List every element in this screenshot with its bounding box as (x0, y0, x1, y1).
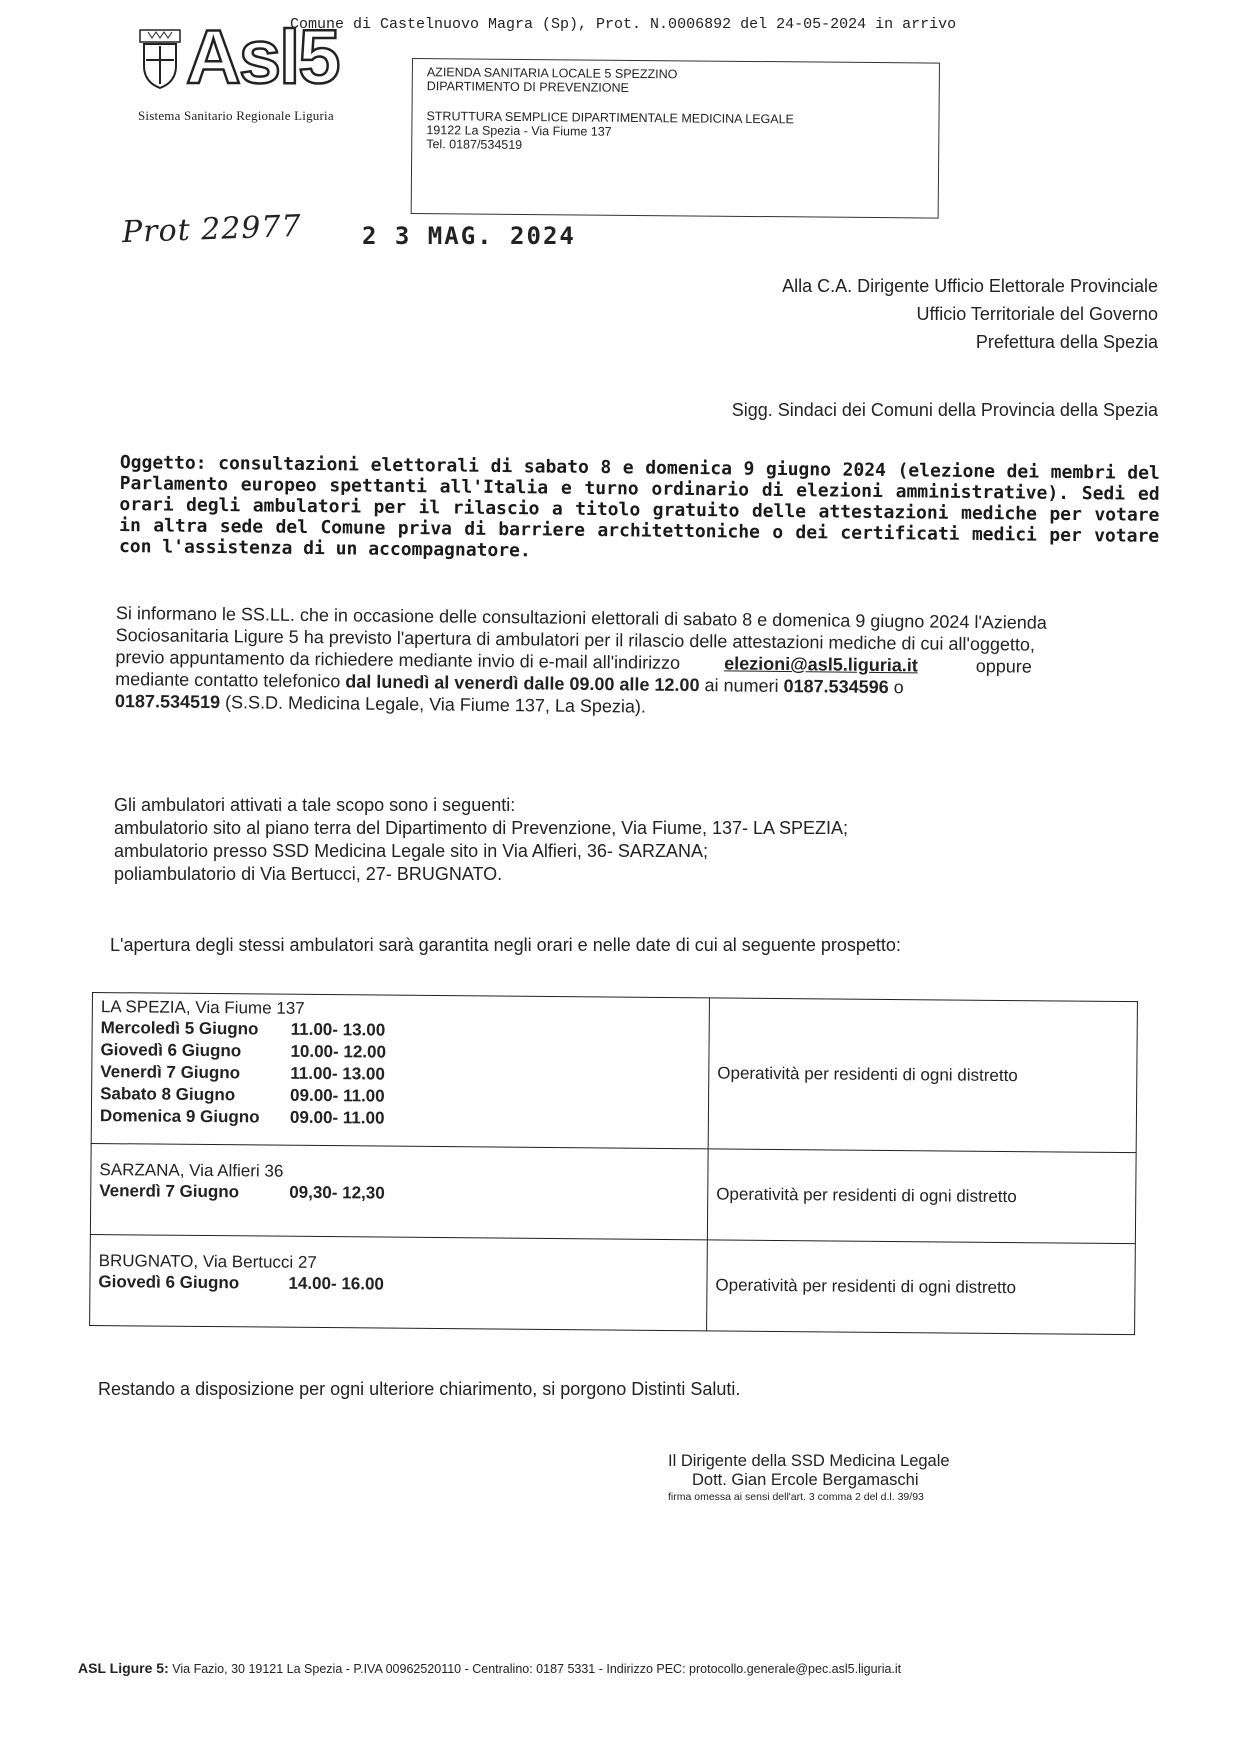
recipient-line-1: Alla C.A. Dirigente Ufficio Elettorale Provinciale (782, 276, 1158, 296)
footer-address: Via Fazio, 30 19121 La Spezia - P.IVA 00962520110 - Centralino: 0187 5331 - Indirizzo PEC: protocollo.generale@pec.asl5.liguria.it (172, 1662, 902, 1676)
info-line-1: Si informano le SS.LL. che in occasione delle consultazioni elettorali di sabato 8 e domenica 9 giugno 2024 l'Azienda (115, 602, 1047, 633)
slot-day: Domenica 9 Giugno (99, 1106, 260, 1127)
clinic-list-item: ambulatorio sito al piano terra del Dipartimento di Prevenzione, Via Fiume, 137- LA SPEZIA; (114, 818, 849, 838)
signature-note: firma omessa ai sensi dell'art. 3 comma 2 del d.l. 39/93 (668, 1491, 924, 1503)
time-slot (99, 1180, 699, 1207)
email-link[interactable]: elezioni@asl5.liguria.it (724, 653, 918, 676)
clinic-list-intro: Gli ambulatori attivati a tale scopo sono i seguenti: (114, 795, 516, 815)
time-slot (100, 1105, 700, 1132)
clinic-list-item: ambulatorio presso SSD Medicina Legale sito in Via Alfieri, 36- SARZANA; (114, 841, 708, 861)
slot-day: Giovedì 6 Giugno (98, 1272, 240, 1293)
closing-line: Restando a disposizione per ogni ulteriore chiarimento, si porgono Distinti Saluti. (98, 1379, 741, 1399)
office-hours: dal lunedì al venerdì dalle 09.00 alle 12.00 (345, 671, 700, 696)
signature-block (668, 1452, 950, 1504)
time-slot (98, 1271, 698, 1298)
slot-hours: 09,30- 12,30 (289, 1182, 385, 1203)
info-line-4-numbers-label: ai numeri (704, 675, 779, 696)
slot-day: Venerdì 7 Giugno (100, 1062, 241, 1083)
slot-hours: 09.00- 11.00 (289, 1107, 385, 1128)
location-name: BRUGNATO, Via Bertucci 27 (98, 1251, 317, 1272)
schedule-table (89, 992, 1138, 1335)
info-line-5-text: (S.S.D. Medicina Legale, Via Fiume 137, La Spezia). (224, 692, 647, 717)
slot-hours: 14.00- 16.00 (288, 1273, 385, 1294)
signatory-title: Il Dirigente della SSD Medicina Legale (668, 1452, 950, 1470)
info-line-4-text: mediante contatto telefonico (115, 668, 341, 692)
protocol-stamp-line: Comune di Castelnuovo Magra (Sp), Prot. N.0006892 del 24-05-2024 in arrivo (290, 16, 957, 33)
header-line-3: STRUTTURA SEMPLICE DIPARTIMENTALE MEDICINA LEGALE (426, 109, 794, 127)
signatory-name: Dott. Gian Ercole Bergamaschi (692, 1471, 919, 1489)
schedule-location-cell (90, 1143, 708, 1239)
slot-hours: 09.00- 11.00 (290, 1085, 385, 1106)
schedule-note-cell: Operatività per residenti di ogni distretto (708, 998, 1137, 1153)
slot-day: Giovedì 6 Giugno (100, 1040, 242, 1061)
phone-number-2: 0187.534519 (114, 690, 221, 713)
info-line-4-or: o (893, 677, 904, 698)
location-name: SARZANA, Via Alfieri 36 (99, 1160, 284, 1181)
footer-org: ASL Ligure 5: (78, 1660, 169, 1676)
slot-hours: 11.00- 13.00 (290, 1019, 386, 1040)
recipient-line-2: Ufficio Territoriale del Governo (916, 304, 1158, 324)
info-line-2: Sociosanitaria Ligure 5 ha previsto l'apertura di ambulatori per il rilascio delle attestazioni mediche di cui all'oggetto, (115, 624, 1036, 655)
schedule-intro: L'apertura degli stessi ambulatori sarà garantita negli orari e nelle date di cui al seguente prospetto: (110, 935, 901, 955)
date-stamp: 2 3 MAG. 2024 (362, 222, 576, 250)
header-line-5: Tel. 0187/534519 (426, 137, 523, 152)
location-name: LA SPEZIA, Via Fiume 137 (100, 997, 305, 1018)
asl5-logo (138, 15, 388, 126)
subject-paragraph: Oggetto: consultazioni elettorali di sabato 8 e domenica 9 giugno 2024 (elezione dei membri del Parlamento europeo spettanti all'Italia e turno ordinario di elezioni amministrative). Sedi ed orari degli ambulatori per il rilascio a titolo gratuito delle attestazioni mediche per votare in altra sede del Comune priva di barriere architettoniche o dei certificati medici per votare con l'assistenza di un accompagnatore. (118, 452, 1160, 562)
info-paragraph (115, 602, 1158, 723)
page-footer (78, 1660, 901, 1676)
phone-number-1: 0187.534596 (783, 675, 889, 698)
handwritten-protocol-number: Prot 22977 (121, 208, 303, 251)
slot-day: Sabato 8 Giugno (100, 1084, 236, 1105)
recipient-line-4: Sigg. Sindaci dei Comuni della Provincia della Spezia (731, 400, 1158, 420)
table-row (91, 993, 1137, 1153)
slot-day: Venerdì 7 Giugno (99, 1181, 240, 1202)
schedule-location-cell (91, 993, 709, 1149)
recipient-line-3: Prefettura della Spezia (975, 332, 1158, 352)
header-line-4: 19122 La Spezia - Via Fiume 137 (426, 123, 612, 139)
header-line-2: DIPARTIMENTO DI PREVENZIONE (426, 79, 629, 95)
slot-hours: 10.00- 12.00 (290, 1041, 387, 1062)
clinic-list (114, 794, 848, 886)
schedule-note-cell: Operatività per residenti di ogni distretto (707, 1240, 1136, 1335)
slot-hours: 11.00- 13.00 (290, 1063, 385, 1084)
schedule-location-cell (90, 1234, 708, 1330)
header-address-box (411, 58, 940, 219)
logo-subtitle: Sistema Sanitario Regionale Liguria (138, 108, 334, 123)
info-line-3-end: oppure (975, 656, 1032, 677)
liguria-crest-icon (138, 28, 182, 92)
table-row (90, 1143, 1136, 1243)
slot-day: Mercoledì 5 Giugno (100, 1018, 259, 1039)
schedule-note-cell: Operatività per residenti di ogni distretto (707, 1149, 1136, 1244)
clinic-list-item: poliambulatorio di Via Bertucci, 27- BRUGNATO. (114, 864, 503, 884)
asl5-logo-text: Asl5 (186, 15, 339, 100)
table-row (90, 1234, 1136, 1334)
info-line-3-text: previo appuntamento da richiedere mediante invio di e-mail all'indirizzo (115, 646, 681, 673)
header-line-1: AZIENDA SANITARIA LOCALE 5 SPEZZINO (426, 65, 678, 82)
